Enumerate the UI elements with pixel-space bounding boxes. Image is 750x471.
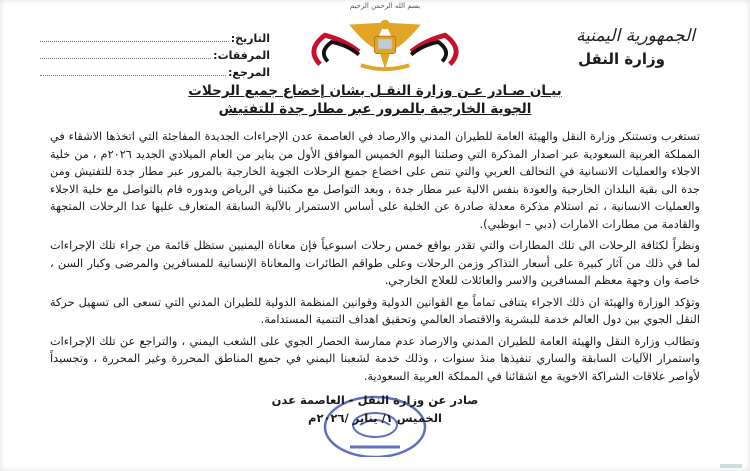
scan-mark [720,464,742,468]
date-field [40,28,270,45]
title-line-1: بيـان صـادر عـن وزارة النقـل بشان إخضاع جميع الرحلات [188,83,562,99]
paragraph: تستغرب وتستنكر وزارة النقل والهيئة العامة للطيران المدني والارصاد في العاصمة عدن الإجراءات الجديدة المفاجئة التي اتخذها الاشقاء في المملكة العربية السعودية عبر اصدار المذكرة التي وصلتنا اليوم الخميس الموافق الأول من يناير من العام الميلادي الجديد ٢٠٢٦م ، من خلية الاجلاء والعمليات الانسانية في التحالف العربي والتي تنص على اخضاع جميع الرحلات الجوية الخارجية بالمرور عبر مطار جدة للتفتيش ومن جدة الى بقية البلدان الخارجية والعودة بنفس الالية عبر مطار جدة ، وبعد التواصل مع مكتبنا في الرياض وبدوره قام بالتواصل مع خلية الاجلاء والعمليات الانسانية ، تم استلام مذكرة معدلة صادرة عن الخلية على أساس الاستمرار بالآلية السابقة المتعارف عليها عدا الرحلات المتجهة والقادمة من مطارات الامارات (دبي – ابوظبي). [50,130,700,231]
document-title [85,82,665,118]
republic-name: الجمهورية اليمنية [575,26,695,46]
paragraph: وتؤكد الوزارة والهيئة ان ذلك الاجراء يتنافى تماماً مع القوانين الدولية وقوانين المنظمة الدولية للطيران المدني التي تسعى الى تسهيل حركة النقل الجوي بين دول العالم خدمة للبشرية والاقتصاد العالمي وتحقيق اهداف التنمية المستدامة. [50,295,700,326]
attachments-field [40,45,270,62]
date-label: التاريخ: [230,32,270,45]
dotted-line [40,41,229,42]
title-line-2: الجوية الخارجية بالمرور عبر مطار جدة للتفتيش [218,101,532,117]
issue-date: الخميس ١/ يناير /٢٠٢٦م [308,411,442,425]
attachments-label: المرفقات: [213,49,270,62]
ministry-name: وزارة النقل [578,50,665,68]
yemen-eagle-emblem-icon [288,2,482,74]
paragraph: وتطالب وزارة النقل والهيئة العامة للطيران المدني والارصاد عدم ممارسة الحصار الجوي على الشعب اليمني ، والتراجع عن تلك الإجراءات واستمرار الآليات السابقة والساري تنفيذها منذ سنوات ، وذلك خدمة لشعبنا اليمني في جميع المناطق المحررة وغير المحررة ، وتجسيداً لأواصر علاقات الشراكة الاخوية مع اشقائنا في المملكة العربية السعودية. [50,334,700,383]
document-body [50,128,700,385]
reference-fields [40,28,270,79]
reference-label: المرجع: [228,66,270,79]
dotted-line [40,58,211,59]
paragraph: ونظراً لكثافة الرحلات الى تلك المطارات والتي تقدر بواقع خمس رحلات اسبوعياً فإن معاناة اليمنيين ستظل قائمة من جراء تلك الإجراءات لما في ذلك من آثار كبيرة على أسعار التذاكر وزمن الرحلات وعلى طواقم الطائرات والمعاناة الإنسانية للمسافرين والمرضى وكبار السن ، خاصة وان وجهة معظم المسافرين والاسر والعائلات للعلاج الخارجي. [50,239,700,287]
reference-field [40,62,270,79]
signature-block [225,391,525,461]
basmala: بسم الله الرحمن الرحيم [349,2,421,10]
dotted-line [40,75,226,76]
issued-by: صادر عن وزارة النقل - العاصمة عدن [271,393,479,407]
letterhead-right [576,26,695,68]
